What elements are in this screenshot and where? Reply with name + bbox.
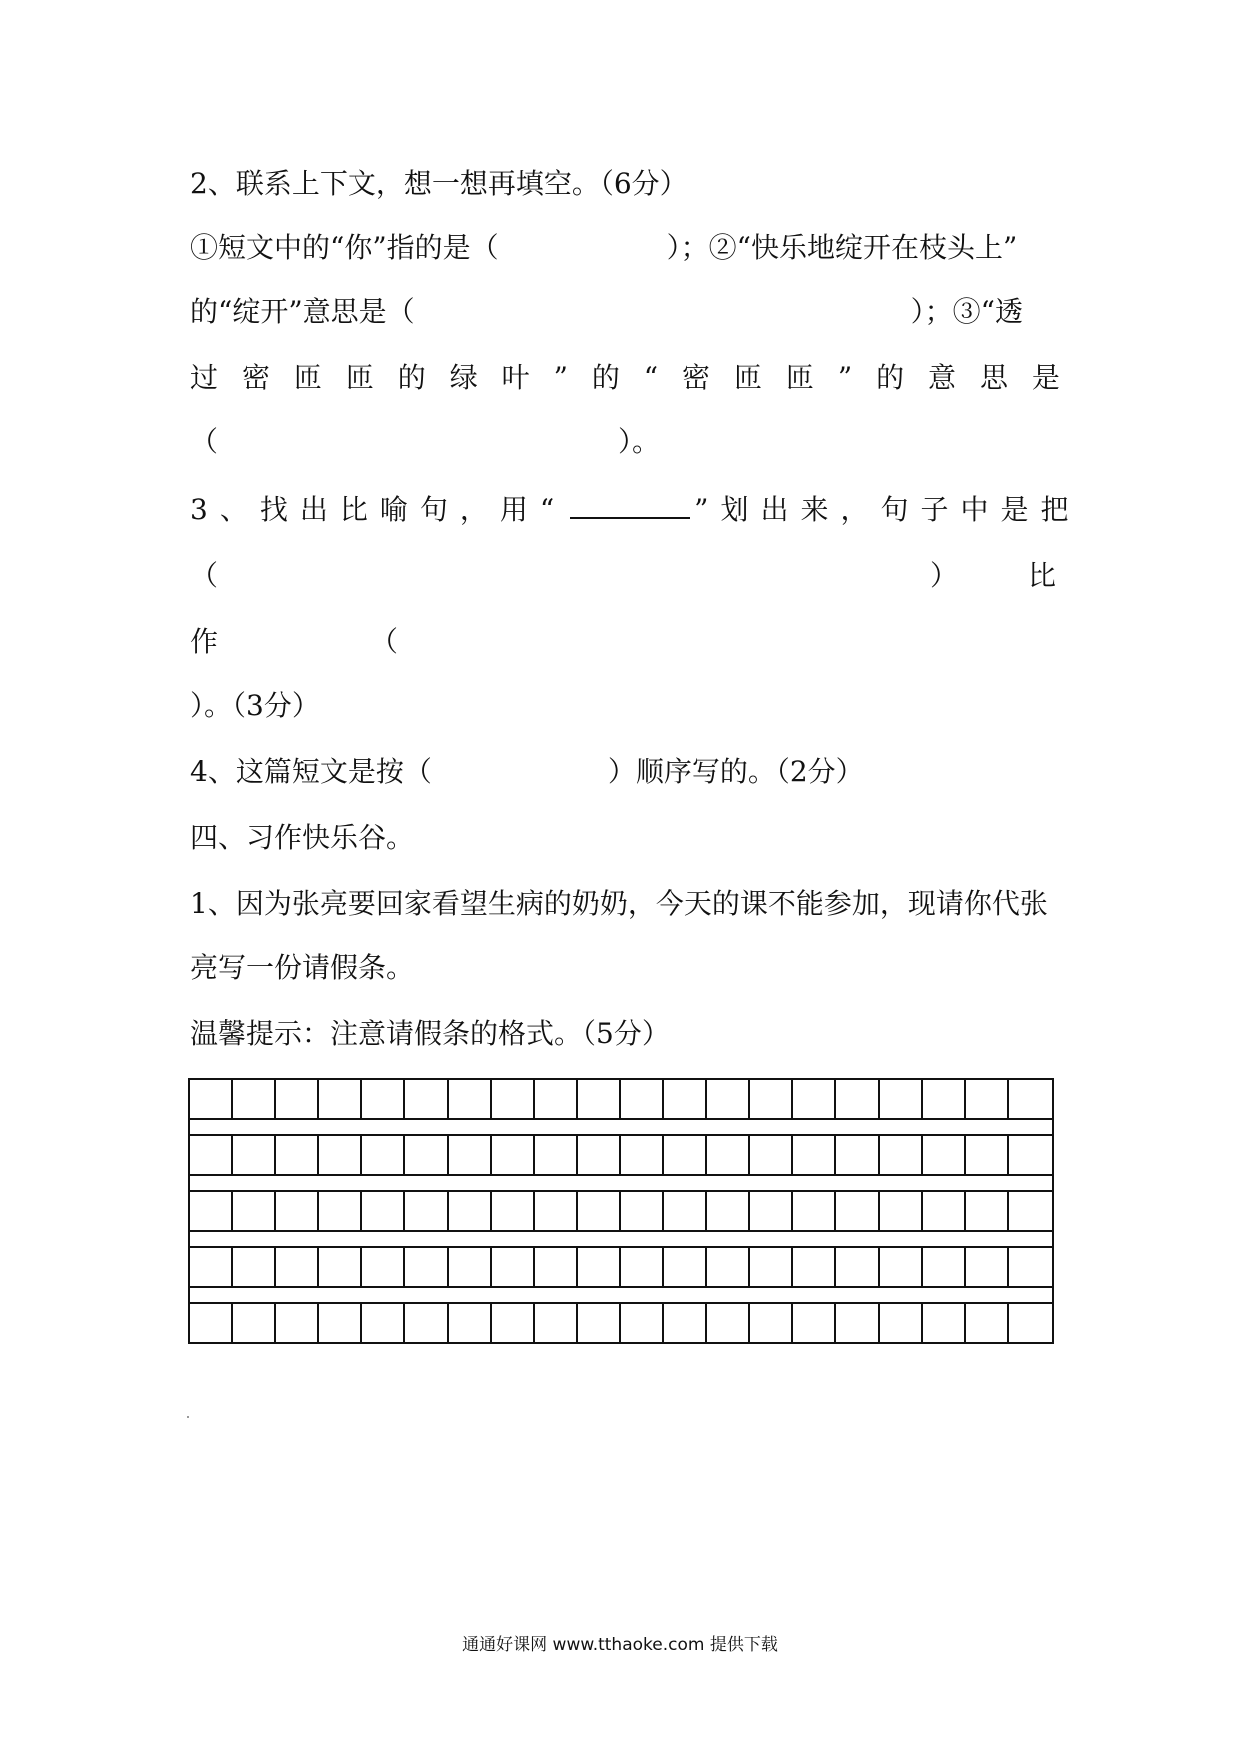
grid-cell[interactable] xyxy=(578,1248,621,1286)
q2-line-4 xyxy=(190,422,1060,462)
grid-cell[interactable] xyxy=(1009,1136,1052,1174)
grid-cell[interactable] xyxy=(319,1304,362,1342)
q2-line3-char: 的 xyxy=(591,361,620,394)
q2-line3-char: 匝 xyxy=(785,361,814,394)
grid-cell[interactable] xyxy=(750,1304,793,1342)
q3-line-2 xyxy=(190,556,1060,596)
q2-line3-char: ” xyxy=(553,361,568,394)
grid-cell[interactable] xyxy=(233,1304,276,1342)
q2-line-2 xyxy=(190,292,1060,332)
grid-cell[interactable] xyxy=(664,1192,707,1230)
grid-row xyxy=(188,1246,1054,1288)
grid-cell[interactable] xyxy=(319,1192,362,1230)
grid-cell[interactable] xyxy=(535,1248,578,1286)
grid-cell[interactable] xyxy=(793,1080,836,1118)
grid-cell[interactable] xyxy=(966,1304,1009,1342)
grid-cell[interactable] xyxy=(405,1248,448,1286)
grid-cell[interactable] xyxy=(362,1304,405,1342)
grid-cell[interactable] xyxy=(535,1304,578,1342)
grid-cell[interactable] xyxy=(1009,1304,1052,1342)
grid-cell[interactable] xyxy=(923,1304,966,1342)
grid-cell[interactable] xyxy=(880,1080,923,1118)
grid-cell[interactable] xyxy=(405,1136,448,1174)
grid-cell[interactable] xyxy=(449,1192,492,1230)
q2-line3-char: 意 xyxy=(928,361,957,394)
grid-cell[interactable] xyxy=(793,1136,836,1174)
q2-line3-char: 的 xyxy=(397,361,426,394)
footer-text: 通通好课网 www.tthaoke.com 提供下载 xyxy=(462,1635,778,1655)
grid-cell[interactable] xyxy=(966,1136,1009,1174)
grid-cell[interactable] xyxy=(362,1080,405,1118)
writing-grid[interactable] xyxy=(188,1078,1054,1344)
q2-line3-char: 密 xyxy=(682,361,711,394)
grid-cell[interactable] xyxy=(190,1080,233,1118)
grid-cell[interactable] xyxy=(664,1304,707,1342)
q2-line1-a: ①短文中的“你”指的是（ xyxy=(190,231,499,264)
grid-cell[interactable] xyxy=(233,1248,276,1286)
q2-line2-b: ）；③“透 xyxy=(910,295,1023,328)
grid-cell[interactable] xyxy=(966,1248,1009,1286)
grid-cell[interactable] xyxy=(578,1192,621,1230)
grid-cell[interactable] xyxy=(362,1248,405,1286)
grid-cell[interactable] xyxy=(492,1248,535,1286)
q2-line4-b: ）。 xyxy=(618,425,661,458)
grid-cell[interactable] xyxy=(535,1136,578,1174)
q3-line1-a: 3、找出比喻句，用“ xyxy=(190,493,567,526)
grid-cell[interactable] xyxy=(707,1080,750,1118)
grid-cell[interactable] xyxy=(405,1080,448,1118)
q2-line3-char: 是 xyxy=(1031,361,1060,394)
grid-cell[interactable] xyxy=(578,1136,621,1174)
q2-line3-char: “ xyxy=(643,361,659,394)
q2-line3-char: 匝 xyxy=(733,361,762,394)
grid-cell[interactable] xyxy=(190,1248,233,1286)
q3-line2-b: ） xyxy=(930,559,959,592)
grid-cell[interactable] xyxy=(1009,1192,1052,1230)
grid-cell[interactable] xyxy=(233,1192,276,1230)
grid-cell[interactable] xyxy=(276,1248,319,1286)
grid-cell[interactable] xyxy=(923,1248,966,1286)
grid-cell[interactable] xyxy=(621,1304,664,1342)
q2-line1-b: ）；②“快乐地绽开在枝头上” xyxy=(666,231,1018,264)
grid-row xyxy=(188,1078,1054,1120)
grid-cell[interactable] xyxy=(405,1304,448,1342)
q3-line-3 xyxy=(190,622,1060,662)
section4-paragraph-line-2: 亮写一份请假条。 xyxy=(190,951,415,984)
grid-cell[interactable] xyxy=(750,1080,793,1118)
grid-cell[interactable] xyxy=(664,1136,707,1174)
q4-line xyxy=(190,752,1060,792)
grid-cell[interactable] xyxy=(707,1248,750,1286)
q2-line3-char: 密 xyxy=(241,361,270,394)
grid-cell[interactable] xyxy=(362,1136,405,1174)
grid-cell[interactable] xyxy=(276,1304,319,1342)
grid-cell[interactable] xyxy=(750,1136,793,1174)
grid-cell[interactable] xyxy=(793,1248,836,1286)
grid-row-separator xyxy=(188,1232,1054,1246)
section4-heading: 四、习作快乐谷。 xyxy=(190,821,415,854)
grid-cell[interactable] xyxy=(319,1136,362,1174)
q2-line4-a: （ xyxy=(190,425,219,458)
grid-cell[interactable] xyxy=(319,1080,362,1118)
grid-cell[interactable] xyxy=(793,1192,836,1230)
underline-sample xyxy=(570,495,690,519)
q3-line-4: ）。（3分） xyxy=(190,689,320,722)
grid-cell[interactable] xyxy=(836,1304,879,1342)
grid-cell[interactable] xyxy=(880,1248,923,1286)
grid-cell[interactable] xyxy=(880,1192,923,1230)
grid-cell[interactable] xyxy=(535,1080,578,1118)
q2-line2-a: 的“绽开”意思是（ xyxy=(190,295,415,328)
grid-cell[interactable] xyxy=(621,1136,664,1174)
grid-cell[interactable] xyxy=(319,1248,362,1286)
grid-cell[interactable] xyxy=(449,1248,492,1286)
grid-cell[interactable] xyxy=(836,1248,879,1286)
grid-cell[interactable] xyxy=(923,1192,966,1230)
grid-cell[interactable] xyxy=(750,1248,793,1286)
grid-cell[interactable] xyxy=(836,1136,879,1174)
section4-paragraph-line-1: 1、因为张亮要回家看望生病的奶奶，今天的课不能参加，现请你代张 xyxy=(190,887,1048,920)
grid-cell[interactable] xyxy=(621,1192,664,1230)
grid-cell[interactable] xyxy=(923,1136,966,1174)
grid-row xyxy=(188,1134,1054,1176)
grid-cell[interactable] xyxy=(836,1080,879,1118)
grid-cell[interactable] xyxy=(664,1080,707,1118)
q2-line-3 xyxy=(190,358,1060,398)
grid-row-separator xyxy=(188,1176,1054,1190)
q2-line3-char: 绿 xyxy=(449,361,478,394)
q4-line-a: 4、这篇短文是按（ xyxy=(190,755,432,788)
grid-cell[interactable] xyxy=(578,1304,621,1342)
grid-cell[interactable] xyxy=(492,1304,535,1342)
q4-line-b: ）顺序写的。（2分） xyxy=(607,755,864,788)
grid-cell[interactable] xyxy=(276,1080,319,1118)
q2-line3-char: ” xyxy=(837,361,853,394)
grid-cell[interactable] xyxy=(750,1192,793,1230)
grid-cell[interactable] xyxy=(233,1136,276,1174)
grid-row xyxy=(188,1302,1054,1344)
grid-cell[interactable] xyxy=(449,1080,492,1118)
grid-cell[interactable] xyxy=(190,1304,233,1342)
q3-line3-b: （ xyxy=(370,625,399,658)
grid-cell[interactable] xyxy=(707,1136,750,1174)
q2-line3-char: 过 xyxy=(190,361,219,394)
grid-cell[interactable] xyxy=(578,1080,621,1118)
grid-cell[interactable] xyxy=(449,1136,492,1174)
q2-line3-char: 的 xyxy=(876,361,905,394)
grid-cell[interactable] xyxy=(707,1304,750,1342)
q2-line3-char: 思 xyxy=(979,361,1008,394)
grid-cell[interactable] xyxy=(664,1248,707,1286)
section4-tip: 温馨提示：注意请假条的格式。（5分） xyxy=(190,1017,670,1050)
q2-line-1 xyxy=(190,228,1060,268)
q3-line2-c: 比 xyxy=(1028,559,1057,592)
q3-line3-a: 作 xyxy=(190,625,219,658)
grid-cell[interactable] xyxy=(880,1136,923,1174)
grid-cell[interactable] xyxy=(836,1192,879,1230)
q2-line3-char: 匝 xyxy=(345,361,374,394)
grid-cell[interactable] xyxy=(492,1192,535,1230)
grid-cell[interactable] xyxy=(535,1192,578,1230)
grid-cell[interactable] xyxy=(190,1136,233,1174)
grid-cell[interactable] xyxy=(793,1304,836,1342)
grid-cell[interactable] xyxy=(1009,1248,1052,1286)
grid-cell[interactable] xyxy=(190,1192,233,1230)
grid-cell[interactable] xyxy=(966,1080,1009,1118)
grid-cell[interactable] xyxy=(492,1080,535,1118)
q3-line-1 xyxy=(190,490,1081,530)
grid-cell[interactable] xyxy=(362,1192,405,1230)
grid-cell[interactable] xyxy=(621,1248,664,1286)
grid-cell[interactable] xyxy=(923,1080,966,1118)
grid-cell[interactable] xyxy=(405,1192,448,1230)
q2-line3-char: 匝 xyxy=(293,361,322,394)
grid-cell[interactable] xyxy=(621,1080,664,1118)
grid-row xyxy=(188,1190,1054,1232)
grid-cell[interactable] xyxy=(276,1192,319,1230)
grid-cell[interactable] xyxy=(233,1080,276,1118)
stray-dot xyxy=(187,1416,189,1418)
q2-heading: 2、联系上下文，想一想再填空。（6分） xyxy=(190,167,688,200)
grid-row-separator xyxy=(188,1120,1054,1134)
grid-cell[interactable] xyxy=(966,1192,1009,1230)
q3-line2-a: （ xyxy=(190,559,219,592)
q2-line3-char: 叶 xyxy=(501,361,530,394)
grid-cell[interactable] xyxy=(492,1136,535,1174)
grid-cell[interactable] xyxy=(880,1304,923,1342)
grid-row-separator xyxy=(188,1288,1054,1302)
q3-line1-b: ”划出来，句子中是把 xyxy=(694,493,1081,526)
grid-cell[interactable] xyxy=(707,1192,750,1230)
grid-cell[interactable] xyxy=(1009,1080,1052,1118)
grid-cell[interactable] xyxy=(276,1136,319,1174)
grid-cell[interactable] xyxy=(449,1304,492,1342)
